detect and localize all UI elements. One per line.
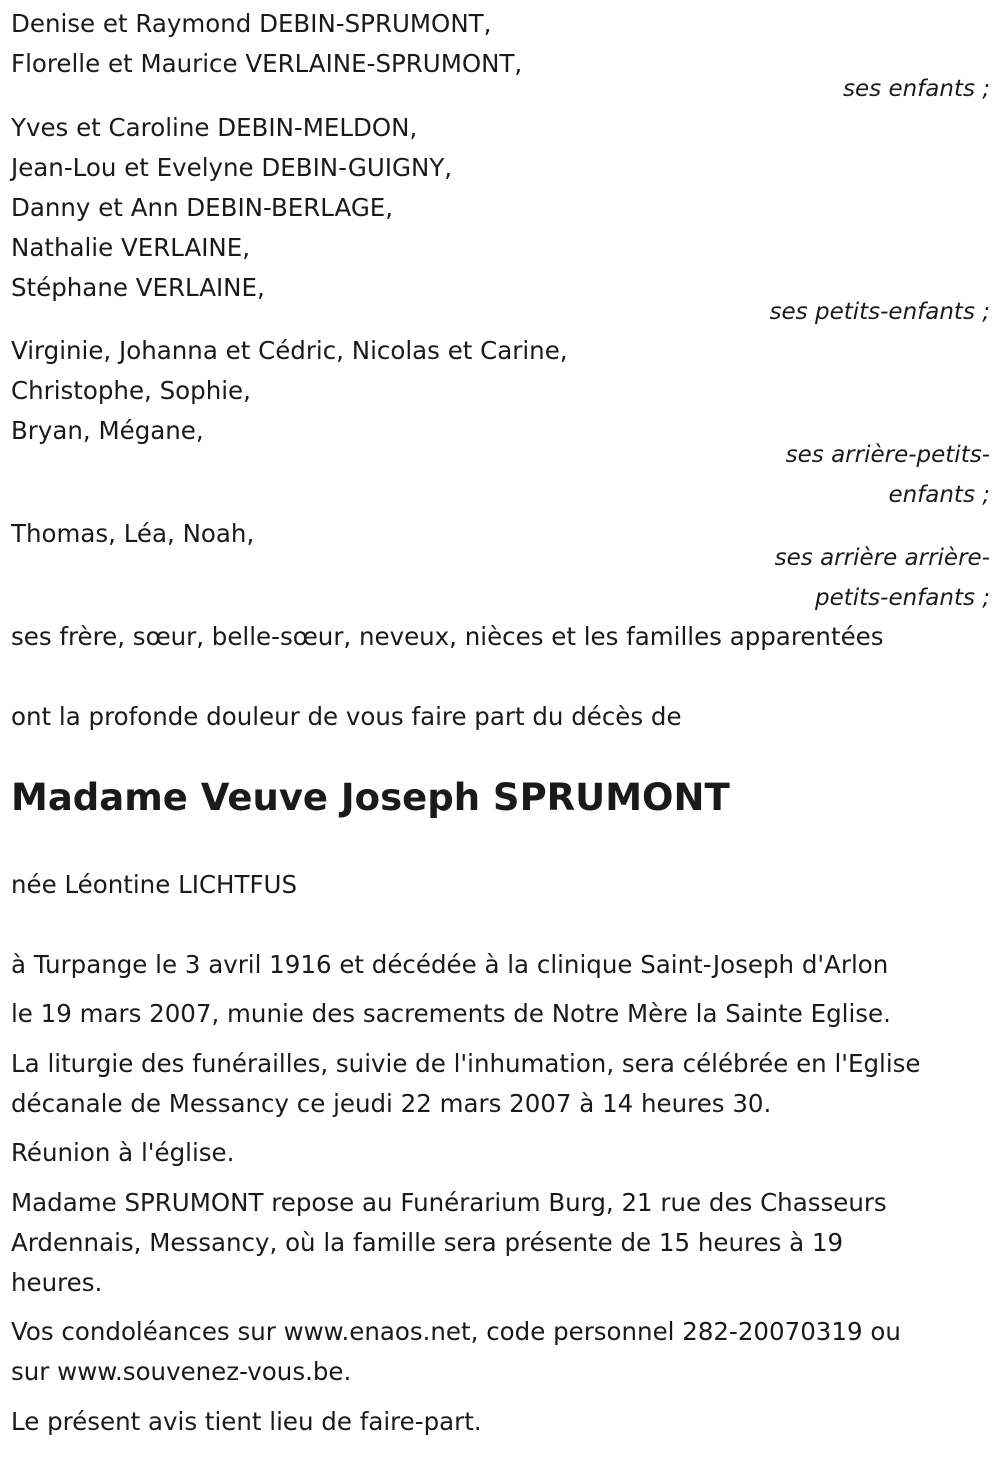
grandchildren-relation-label: ses petits-enfants ; bbox=[769, 299, 990, 325]
great-grandchildren-line-3: Bryan, Mégane, bbox=[11, 416, 204, 445]
great-great-grandchildren-line-1: Thomas, Léa, Noah, bbox=[11, 519, 255, 548]
grandchildren-line-3: Danny et Ann DEBIN-BERLAGE, bbox=[11, 193, 394, 222]
rest-line-1: Madame SPRUMONT repose au Funérarium Burg, 21 rue des Chasseurs bbox=[11, 1188, 887, 1217]
children-line-1: Denise et Raymond DEBIN-SPRUMONT, bbox=[11, 9, 492, 38]
grandchildren-line-2: Jean-Lou et Evelyne DEBIN-GUIGNY, bbox=[11, 153, 453, 182]
great-great-grandchildren-relation-label-2: petits-enfants ; bbox=[814, 585, 990, 611]
children-relation-label: ses enfants ; bbox=[843, 76, 990, 102]
deceased-name: Madame Veuve Joseph SPRUMONT bbox=[11, 776, 730, 819]
rest-line-2: Ardennais, Messancy, où la famille sera présente de 15 heures à 19 bbox=[11, 1228, 844, 1257]
maiden-name: née Léontine LICHTFUS bbox=[11, 870, 298, 899]
extended-family-line: ses frère, sœur, belle-sœur, neveux, nièces et les familles apparentées bbox=[11, 622, 884, 651]
meeting-line: Réunion à l'église. bbox=[11, 1138, 235, 1167]
great-grandchildren-relation-label-2: enfants ; bbox=[888, 482, 990, 508]
great-grandchildren-line-1: Virginie, Johanna et Cédric, Nicolas et Carine, bbox=[11, 336, 568, 365]
great-grandchildren-relation-label-1: ses arrière-petits- bbox=[785, 442, 990, 468]
rest-line-3: heures. bbox=[11, 1268, 103, 1297]
children-line-2: Florelle et Maurice VERLAINE-SPRUMONT, bbox=[11, 49, 523, 78]
grandchildren-line-5: Stéphane VERLAINE, bbox=[11, 273, 265, 302]
liturgy-line-2: décanale de Messancy ce jeudi 22 mars 2007 à 14 heures 30. bbox=[11, 1089, 772, 1118]
birth-death-line-2: le 19 mars 2007, munie des sacrements de Notre Mère la Sainte Eglise. bbox=[11, 999, 891, 1028]
condolences-line-2: sur www.souvenez-vous.be. bbox=[11, 1357, 352, 1386]
announcement-line: ont la profonde douleur de vous faire part du décès de bbox=[11, 702, 682, 731]
birth-death-line-1: à Turpange le 3 avril 1916 et décédée à la clinique Saint-Joseph d'Arlon bbox=[11, 950, 889, 979]
condolences-line-1: Vos condoléances sur www.enaos.net, code personnel 282-20070319 ou bbox=[11, 1317, 901, 1346]
great-great-grandchildren-relation-label-1: ses arrière arrière- bbox=[774, 545, 990, 571]
great-grandchildren-line-2: Christophe, Sophie, bbox=[11, 376, 251, 405]
grandchildren-line-1: Yves et Caroline DEBIN-MELDON, bbox=[11, 113, 418, 142]
closing-line: Le présent avis tient lieu de faire-part. bbox=[11, 1407, 482, 1436]
liturgy-line-1: La liturgie des funérailles, suivie de l'inhumation, sera célébrée en l'Eglise bbox=[11, 1049, 921, 1078]
grandchildren-line-4: Nathalie VERLAINE, bbox=[11, 233, 251, 262]
